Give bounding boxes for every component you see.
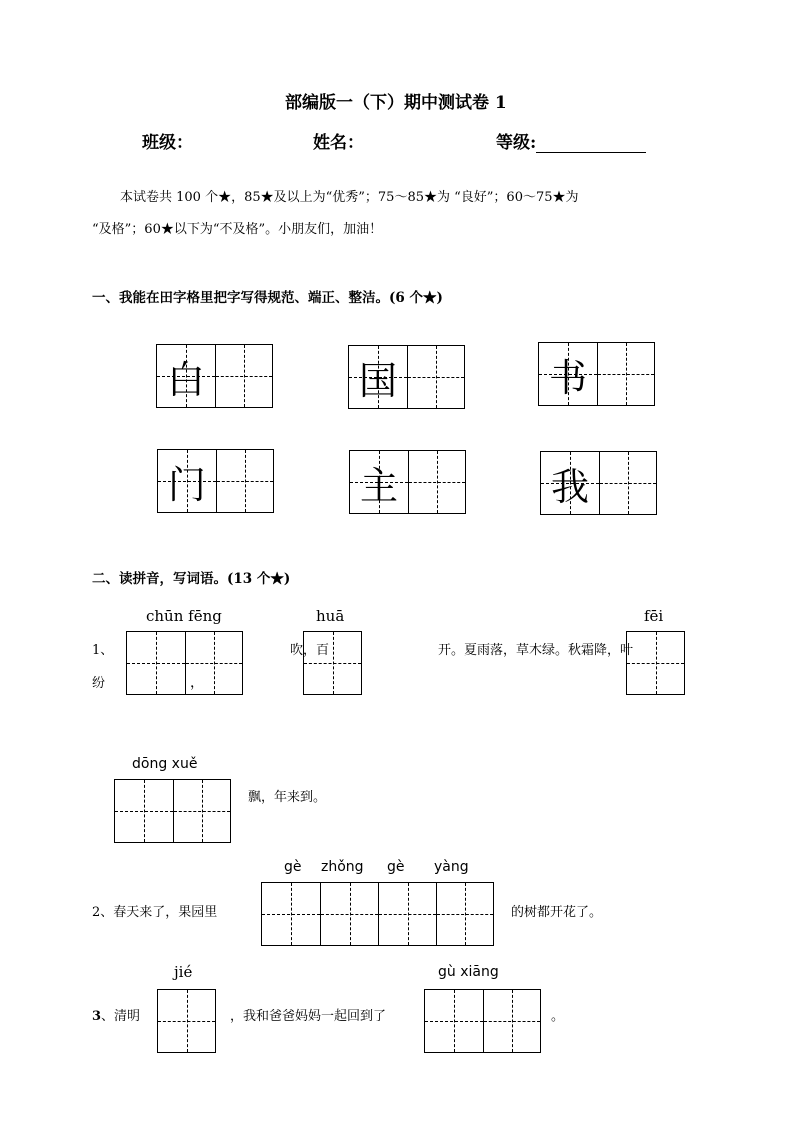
q2-grid-gezhonggeyang[interactable] — [261, 882, 494, 946]
grid-cell-blank[interactable] — [304, 632, 361, 694]
grid-cell-blank[interactable] — [115, 780, 173, 842]
q2-pinyin-zhong: zhǒng — [321, 859, 364, 875]
grid-cell-blank[interactable] — [483, 990, 540, 1052]
q1-pinyin-hua: huā — [316, 607, 345, 625]
grade-label: 等级: — [496, 133, 537, 153]
grid-cell-sample — [541, 452, 599, 514]
intro-line-2: “及格”；60★以下为“不及格”。小朋友们，加油！ — [92, 222, 383, 237]
q1b-grid-dongxue[interactable] — [114, 779, 231, 843]
grid-cell-blank[interactable] — [408, 451, 465, 513]
tian-grid-3[interactable] — [538, 342, 655, 406]
q1-grid-chunfeng[interactable] — [126, 631, 243, 695]
q1-text-fen: 纷 — [92, 676, 106, 691]
q1b-pinyin-dongxue: dōng xuě — [132, 756, 198, 772]
grid-cell-blank[interactable] — [407, 346, 464, 408]
grid-cell-blank[interactable] — [215, 345, 272, 407]
grid-cell-blank[interactable] — [599, 452, 656, 514]
q2-label: 2、春天来了，果园里 — [92, 905, 218, 920]
grid-cell-blank[interactable] — [185, 632, 242, 694]
q1-text-kai: 开。夏雨落，草木绿。秋霜降，叶 — [438, 643, 634, 658]
grid-cell-blank[interactable] — [216, 450, 273, 512]
grid-cell-blank[interactable] — [320, 883, 378, 945]
grid-cell-blank[interactable] — [436, 883, 493, 945]
q2-pinyin-yang: yàng — [434, 859, 469, 875]
q1-text-chui: 吹，百 — [290, 643, 330, 658]
q3-number: 3 — [92, 1009, 102, 1024]
sample-char: 主 — [359, 463, 398, 508]
sample-char: 白 — [166, 357, 205, 402]
q3-text-a: ，我和爸爸妈妈一起回到了 — [230, 1009, 387, 1024]
grid-cell-blank[interactable] — [173, 780, 230, 842]
grid-cell-sample — [349, 346, 407, 408]
grid-cell-blank[interactable] — [127, 632, 185, 694]
intro-line-1: 本试卷共 100 个★，85★及以上为“优秀”；75～85★为 “良好”；60～75★为 — [120, 190, 579, 205]
name-label: 姓名： — [313, 133, 364, 153]
sample-char: 书 — [548, 355, 587, 400]
tian-grid-4[interactable] — [157, 449, 274, 513]
q1-number: 1、 — [92, 643, 114, 658]
q3-text-b: 。 — [551, 1009, 565, 1024]
inner-comma: ， — [190, 675, 204, 691]
page-title: 部编版一（下）期中测试卷 1 — [285, 93, 507, 113]
grade-blank[interactable] — [536, 136, 646, 153]
grade-field — [496, 128, 646, 153]
q2-pinyin-ge1: gè — [284, 859, 302, 875]
tian-grid-2[interactable] — [348, 345, 465, 409]
q3-grid-jie[interactable] — [157, 989, 216, 1053]
sample-char: 我 — [550, 464, 589, 509]
grid-cell-blank[interactable] — [597, 343, 654, 405]
tian-grid-1[interactable] — [156, 344, 273, 408]
grid-cell-sample — [158, 450, 216, 512]
q1-pinyin-chunfeng: chūn fēng — [146, 607, 222, 625]
sample-char: 门 — [167, 462, 206, 507]
q3-pinyin-guxiang: gù xiāng — [438, 964, 499, 980]
grid-cell-sample — [539, 343, 597, 405]
section-1-title: 一、我能在田字格里把字写得规范、端正、整洁。(6 个★) — [92, 290, 443, 306]
grid-cell-blank[interactable] — [158, 990, 215, 1052]
q2-pinyin-ge2: gè — [387, 859, 405, 875]
q3-pinyin-jie: jié — [174, 963, 193, 981]
grid-cell-sample — [157, 345, 215, 407]
grid-cell-blank[interactable] — [378, 883, 436, 945]
section-2-title: 二、读拼音，写词语。(13 个★) — [92, 571, 291, 587]
q3-label-line — [92, 1005, 140, 1024]
grid-cell-sample — [350, 451, 408, 513]
q1b-text: 飘，年来到。 — [248, 790, 327, 805]
sample-char: 国 — [358, 358, 397, 403]
q2-text: 的树都开花了。 — [511, 905, 603, 920]
tian-grid-5[interactable] — [349, 450, 466, 514]
q1-grid-fei[interactable] — [626, 631, 685, 695]
q1-pinyin-fei: fēi — [644, 607, 664, 625]
class-label: 班级： — [142, 133, 193, 153]
grid-cell-blank[interactable] — [262, 883, 320, 945]
q3-label: 、清明 — [101, 1009, 141, 1024]
grid-cell-blank[interactable] — [627, 632, 684, 694]
grid-cell-blank[interactable] — [425, 990, 483, 1052]
tian-grid-6[interactable] — [540, 451, 657, 515]
q3-grid-guxiang[interactable] — [424, 989, 541, 1053]
q1-grid-hua[interactable] — [303, 631, 362, 695]
